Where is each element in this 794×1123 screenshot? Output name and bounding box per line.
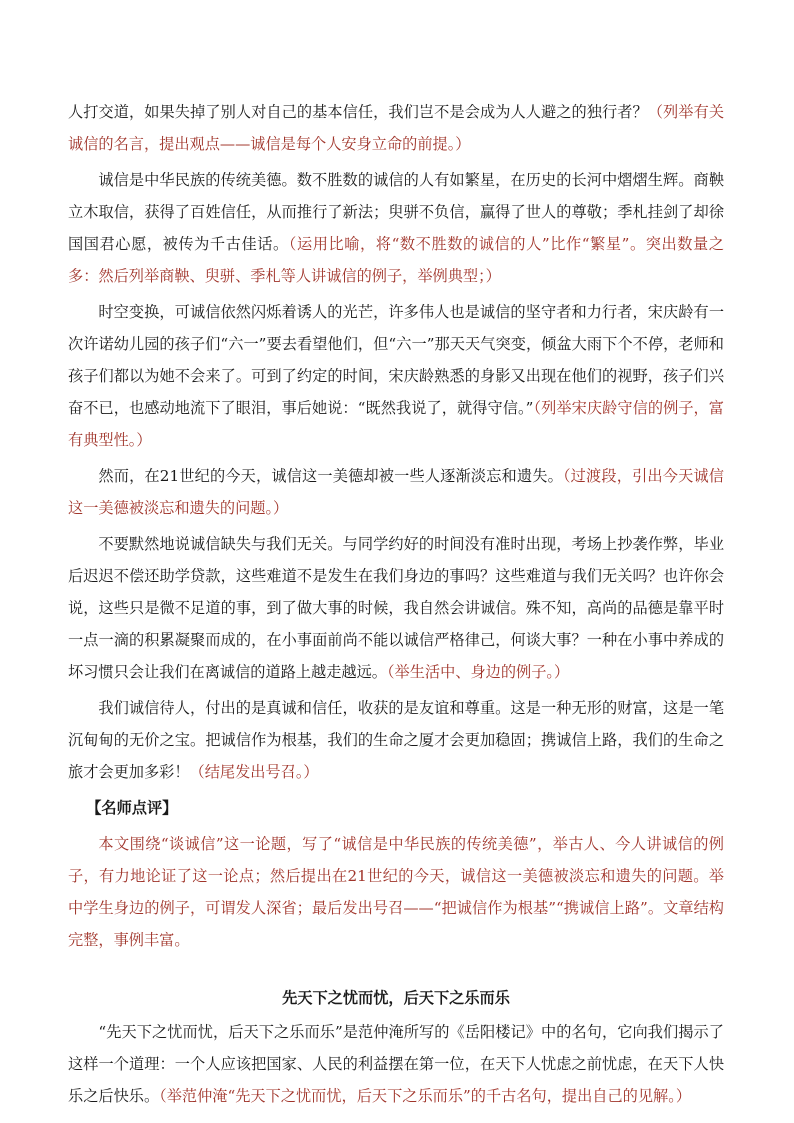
paragraph-1-annotation: （列举有关诚信的名言，提出观点——诚信是每个人安身立命的前提。）	[68, 103, 725, 153]
paragraph-3-text: 时空变换，可诚信依然闪烁着诱人的光芒，许多伟人也是诚信的坚守者和力行者，宋庆龄有一次许诺幼儿园的孩子们“六一”要去看望他们，但“六一”那天天气突变，倾盆大雨下个不停，老师和孩子们都以为她不会来了。可到了约定的时间，宋庆龄熟悉的身影又出现在他们的视野，孩子们兴奋不已，也感动地流下了眼泪，事后她说：“既然我说了，就得守信。”	[68, 303, 724, 417]
paragraph-6-annotation: （结尾发出号召。）	[189, 763, 319, 781]
section-gap	[68, 960, 724, 982]
essay-2-paragraph-1-text: “先天下之忧而忧，后天下之乐而乐”是范仲淹所写的《岳阳楼记》中的名句，它向我们揭示了这样一个道理：一个人应该把国家、人民的利益摆在第一位，在天下人忧虑之前忧虑，在天下人快乐之后快乐。	[68, 1023, 724, 1105]
paragraph-5-text: 不要默然地说诚信缺失与我们无关。与同学约好的时间没有准时出现，考场上抄袭作弊，毕业后迟迟不偿还助学贷款，这些难道不是发生在我们身边的事吗？这些难道与我们无关吗？也许你会说，这些只是微不足道的事，到了做大事的时候，我自然会讲诚信。殊不知，高尚的品德是靠平时一点一滴的积累凝聚而成的，在小事面前尚不能以诚信严格律己，何谈大事？一种在小事中养成的坏习惯只会让我们在离诚信的道路上越走越远。	[68, 535, 724, 681]
paragraph-5-annotation: （举生活中、身边的例子。）	[386, 663, 570, 681]
review-heading: 【名师点评】	[86, 799, 178, 817]
paragraph-2	[68, 164, 724, 292]
paragraph-4	[68, 460, 724, 524]
paragraph-4-annotation: （过渡段，引出今天诚信这一美德被淡忘和遗失的问题。）	[68, 467, 724, 517]
paragraph-4-text: 然而，在21世纪的今天，诚信这一美德却被一些人逐渐淡忘和遗失。	[98, 467, 563, 485]
essay-2-paragraph-1-annotation: （举范仲淹“先天下之忧而忧，后天下之乐而乐”的千古名句，提出自己的见解。）	[159, 1087, 692, 1105]
review-text: 本文围绕“谈诚信”这一论题，写了“诚信是中华民族的传统美德”，举古人、今人讲诚信的例子，有力地论证了这一论点；然后提出在21世纪的今天，诚信这一美德被淡忘和遗失的问题。举中学生身边的例子，可谓发人深省；最后发出号召——“把诚信作为根基”“携诚信上路”。文章结构完整，事例丰富。	[68, 835, 724, 949]
paragraph-2-text: 诚信是中华民族的传统美德。数不胜数的诚信的人有如繁星，在历史的长河中熠熠生辉。商鞅立木取信，获得了百姓信任，从而推行了新法；臾骈不负信，赢得了世人的尊敬；季札挂剑了却徐国国君心愿，被传为千古佳话。	[68, 171, 724, 253]
essay-2-title: 先天下之忧而忧，后天下之乐而乐	[282, 989, 510, 1007]
essay-content	[68, 96, 724, 1116]
paragraph-2-annotation: （运用比喻，将“数不胜数的诚信的人”比作“繁星”。突出数量之多：然后列举商鞅、臾骈、季札等人讲诚信的例子，举例典型；）	[68, 235, 724, 285]
paragraph-1	[68, 96, 724, 160]
paragraph-6-text: 我们诚信待人，付出的是真诚和信任，收获的是友谊和尊重。这是一种无形的财富，这是一笔沉甸甸的无价之宝。把诚信作为根基，我们的生命之厦才会更加稳固；携诚信上路，我们的生命之旅才会更加多彩！	[68, 699, 724, 781]
essay-2-paragraph-1	[68, 1016, 724, 1112]
paragraph-5	[68, 528, 724, 688]
paragraph-3	[68, 296, 724, 456]
paragraph-3-annotation: （列举宋庆龄守信的例子，富有典型性。）	[68, 399, 724, 449]
paragraph-6	[68, 692, 724, 788]
paragraph-1-text: 人打交道，如果失掉了别人对自己的基本信任，我们岂不是会成为人人避之的独行者？	[68, 103, 648, 121]
